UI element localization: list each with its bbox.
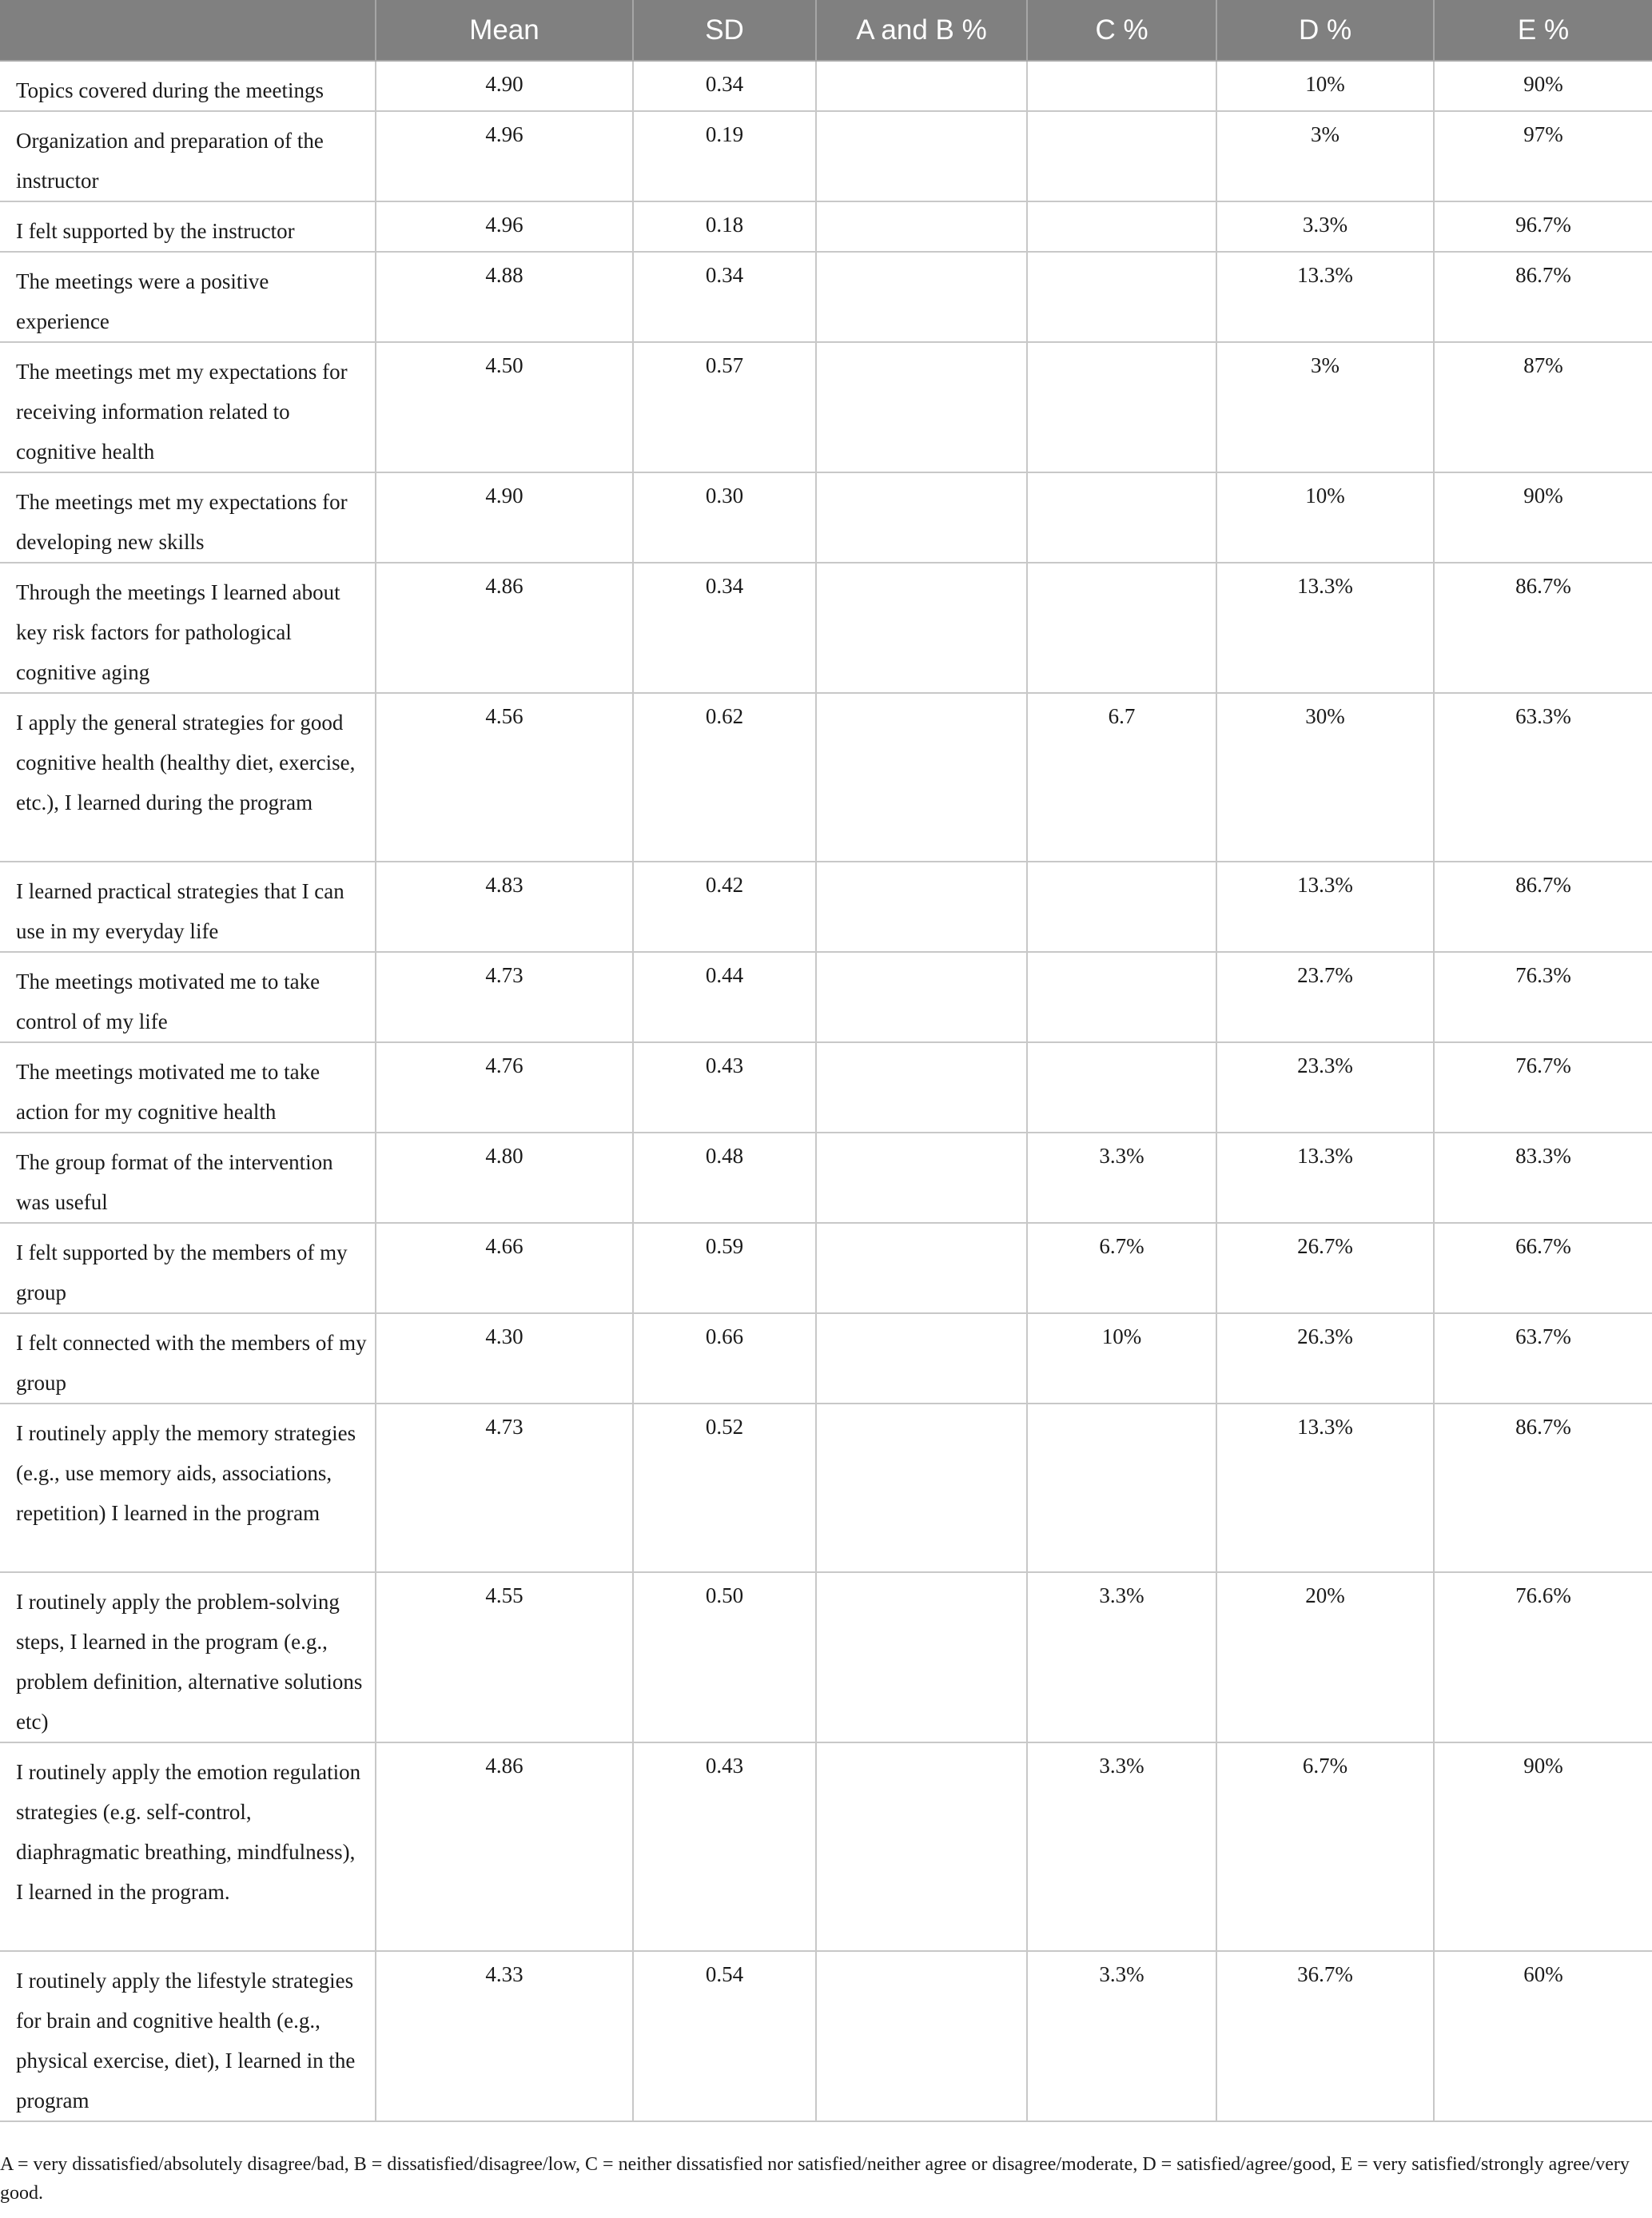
c-value: 10% bbox=[1027, 1313, 1216, 1404]
d-value: 13.3% bbox=[1216, 252, 1434, 342]
a-and-b-value bbox=[816, 1404, 1027, 1572]
e-value: 90% bbox=[1434, 472, 1652, 563]
c-value bbox=[1027, 342, 1216, 472]
table-row bbox=[0, 111, 1652, 201]
d-value: 20% bbox=[1216, 1572, 1434, 1742]
header-a-and-b: A and B % bbox=[816, 0, 1027, 61]
sd-value: 0.34 bbox=[633, 252, 816, 342]
item-label: I routinely apply the emotion regulation strategies (e.g. self-control, diaphragmatic breathing, mindfulness), I learned in the program. bbox=[0, 1742, 376, 1951]
c-value: 3.3% bbox=[1027, 1572, 1216, 1742]
mean-value: 4.73 bbox=[376, 952, 633, 1042]
item-label: Topics covered during the meetings bbox=[0, 61, 376, 111]
c-value: 3.3% bbox=[1027, 1133, 1216, 1223]
sd-value: 0.34 bbox=[633, 563, 816, 693]
d-value: 6.7% bbox=[1216, 1742, 1434, 1951]
mean-value: 4.66 bbox=[376, 1223, 633, 1313]
item-label: I learned practical strategies that I can use in my everyday life bbox=[0, 862, 376, 952]
item-label: I routinely apply the lifestyle strategies for brain and cognitive health (e.g., physical exercise, diet), I learned in the program bbox=[0, 1951, 376, 2121]
mean-value: 4.86 bbox=[376, 1742, 633, 1951]
d-value: 30% bbox=[1216, 693, 1434, 862]
sd-value: 0.66 bbox=[633, 1313, 816, 1404]
c-value: 3.3% bbox=[1027, 1742, 1216, 1951]
mean-value: 4.90 bbox=[376, 61, 633, 111]
table-row bbox=[0, 1951, 1652, 2121]
c-value bbox=[1027, 1404, 1216, 1572]
item-label: The meetings motivated me to take action for my cognitive health bbox=[0, 1042, 376, 1133]
e-value: 76.3% bbox=[1434, 952, 1652, 1042]
e-value: 63.3% bbox=[1434, 693, 1652, 862]
header-row bbox=[0, 0, 1652, 61]
header-mean: Mean bbox=[376, 0, 633, 61]
a-and-b-value bbox=[816, 1133, 1027, 1223]
a-and-b-value bbox=[816, 1223, 1027, 1313]
mean-value: 4.86 bbox=[376, 563, 633, 693]
table-row bbox=[0, 862, 1652, 952]
item-label: I felt supported by the instructor bbox=[0, 201, 376, 252]
sd-value: 0.57 bbox=[633, 342, 816, 472]
d-value: 3.3% bbox=[1216, 201, 1434, 252]
c-value bbox=[1027, 201, 1216, 252]
d-value: 13.3% bbox=[1216, 862, 1434, 952]
e-value: 83.3% bbox=[1434, 1133, 1652, 1223]
e-value: 86.7% bbox=[1434, 862, 1652, 952]
table-row bbox=[0, 1572, 1652, 1742]
item-label: I routinely apply the memory strategies (e.g., use memory aids, associations, repetition) I learned in the program bbox=[0, 1404, 376, 1572]
item-label: The meetings were a positive experience bbox=[0, 252, 376, 342]
mean-value: 4.76 bbox=[376, 1042, 633, 1133]
table-row bbox=[0, 1223, 1652, 1313]
sd-value: 0.30 bbox=[633, 472, 816, 563]
sd-value: 0.18 bbox=[633, 201, 816, 252]
e-value: 90% bbox=[1434, 1742, 1652, 1951]
header-c: C % bbox=[1027, 0, 1216, 61]
mean-value: 4.73 bbox=[376, 1404, 633, 1572]
c-value bbox=[1027, 252, 1216, 342]
table-row bbox=[0, 342, 1652, 472]
d-value: 36.7% bbox=[1216, 1951, 1434, 2121]
a-and-b-value bbox=[816, 201, 1027, 252]
d-value: 13.3% bbox=[1216, 563, 1434, 693]
item-label: The group format of the intervention was useful bbox=[0, 1133, 376, 1223]
a-and-b-value bbox=[816, 342, 1027, 472]
a-and-b-value bbox=[816, 1313, 1027, 1404]
mean-value: 4.30 bbox=[376, 1313, 633, 1404]
table-row bbox=[0, 1742, 1652, 1951]
mean-value: 4.56 bbox=[376, 693, 633, 862]
mean-value: 4.80 bbox=[376, 1133, 633, 1223]
item-label: I felt connected with the members of my group bbox=[0, 1313, 376, 1404]
e-value: 96.7% bbox=[1434, 201, 1652, 252]
table-row bbox=[0, 201, 1652, 252]
table-row bbox=[0, 563, 1652, 693]
a-and-b-value bbox=[816, 563, 1027, 693]
d-value: 23.3% bbox=[1216, 1042, 1434, 1133]
a-and-b-value bbox=[816, 1951, 1027, 2121]
d-value: 10% bbox=[1216, 472, 1434, 563]
c-value bbox=[1027, 563, 1216, 693]
sd-value: 0.59 bbox=[633, 1223, 816, 1313]
c-value bbox=[1027, 472, 1216, 563]
a-and-b-value bbox=[816, 862, 1027, 952]
mean-value: 4.83 bbox=[376, 862, 633, 952]
table-row bbox=[0, 1404, 1652, 1572]
c-value: 6.7% bbox=[1027, 1223, 1216, 1313]
sd-value: 0.50 bbox=[633, 1572, 816, 1742]
a-and-b-value bbox=[816, 472, 1027, 563]
header-sd: SD bbox=[633, 0, 816, 61]
sd-value: 0.34 bbox=[633, 61, 816, 111]
a-and-b-value bbox=[816, 1572, 1027, 1742]
item-label: The meetings met my expectations for developing new skills bbox=[0, 472, 376, 563]
mean-value: 4.96 bbox=[376, 201, 633, 252]
header-d: D % bbox=[1216, 0, 1434, 61]
mean-value: 4.33 bbox=[376, 1951, 633, 2121]
e-value: 97% bbox=[1434, 111, 1652, 201]
sd-value: 0.19 bbox=[633, 111, 816, 201]
item-label: I apply the general strategies for good cognitive health (healthy diet, exercise, etc.), I learned during the program bbox=[0, 693, 376, 862]
a-and-b-value bbox=[816, 111, 1027, 201]
c-value bbox=[1027, 1042, 1216, 1133]
d-value: 3% bbox=[1216, 342, 1434, 472]
item-label: Through the meetings I learned about key risk factors for pathological cognitive aging bbox=[0, 563, 376, 693]
table-row bbox=[0, 952, 1652, 1042]
d-value: 10% bbox=[1216, 61, 1434, 111]
c-value: 3.3% bbox=[1027, 1951, 1216, 2121]
c-value bbox=[1027, 111, 1216, 201]
item-label: The meetings motivated me to take control of my life bbox=[0, 952, 376, 1042]
e-value: 60% bbox=[1434, 1951, 1652, 2121]
sd-value: 0.42 bbox=[633, 862, 816, 952]
sd-value: 0.52 bbox=[633, 1404, 816, 1572]
mean-value: 4.50 bbox=[376, 342, 633, 472]
table-row bbox=[0, 472, 1652, 563]
table-row bbox=[0, 1313, 1652, 1404]
table-row bbox=[0, 252, 1652, 342]
mean-value: 4.55 bbox=[376, 1572, 633, 1742]
e-value: 76.6% bbox=[1434, 1572, 1652, 1742]
a-and-b-value bbox=[816, 61, 1027, 111]
e-value: 87% bbox=[1434, 342, 1652, 472]
sd-value: 0.43 bbox=[633, 1042, 816, 1133]
header-e: E % bbox=[1434, 0, 1652, 61]
a-and-b-value bbox=[816, 1742, 1027, 1951]
table-header bbox=[0, 0, 1652, 61]
d-value: 26.3% bbox=[1216, 1313, 1434, 1404]
item-label: The meetings met my expectations for receiving information related to cognitive health bbox=[0, 342, 376, 472]
e-value: 76.7% bbox=[1434, 1042, 1652, 1133]
table-body bbox=[0, 61, 1652, 2121]
c-value bbox=[1027, 61, 1216, 111]
d-value: 3% bbox=[1216, 111, 1434, 201]
item-label: I felt supported by the members of my group bbox=[0, 1223, 376, 1313]
mean-value: 4.88 bbox=[376, 252, 633, 342]
e-value: 63.7% bbox=[1434, 1313, 1652, 1404]
e-value: 86.7% bbox=[1434, 1404, 1652, 1572]
table-row bbox=[0, 61, 1652, 111]
header-item bbox=[0, 0, 376, 61]
mean-value: 4.96 bbox=[376, 111, 633, 201]
sd-value: 0.48 bbox=[633, 1133, 816, 1223]
a-and-b-value bbox=[816, 952, 1027, 1042]
e-value: 90% bbox=[1434, 61, 1652, 111]
item-label: Organization and preparation of the instructor bbox=[0, 111, 376, 201]
e-value: 66.7% bbox=[1434, 1223, 1652, 1313]
sd-value: 0.62 bbox=[633, 693, 816, 862]
a-and-b-value bbox=[816, 693, 1027, 862]
d-value: 26.7% bbox=[1216, 1223, 1434, 1313]
sd-value: 0.44 bbox=[633, 952, 816, 1042]
e-value: 86.7% bbox=[1434, 563, 1652, 693]
d-value: 23.7% bbox=[1216, 952, 1434, 1042]
mean-value: 4.90 bbox=[376, 472, 633, 563]
e-value: 86.7% bbox=[1434, 252, 1652, 342]
c-value: 6.7 bbox=[1027, 693, 1216, 862]
c-value bbox=[1027, 862, 1216, 952]
d-value: 13.3% bbox=[1216, 1404, 1434, 1572]
a-and-b-value bbox=[816, 252, 1027, 342]
sd-value: 0.54 bbox=[633, 1951, 816, 2121]
d-value: 13.3% bbox=[1216, 1133, 1434, 1223]
table-row bbox=[0, 693, 1652, 862]
table-row bbox=[0, 1133, 1652, 1223]
sd-value: 0.43 bbox=[633, 1742, 816, 1951]
item-label: I routinely apply the problem-solving steps, I learned in the program (e.g., problem definition, alternative solutions etc) bbox=[0, 1572, 376, 1742]
table-footnote: A = very dissatisfied/absolutely disagree/bad, B = dissatisfied/disagree/low, C = neither dissatisfied nor satisfied/neither agree or disagree/moderate, D = satisfied/agree/good, E = very satisfied/strongly agree/very good. bbox=[0, 2154, 1630, 2204]
table-row bbox=[0, 1042, 1652, 1133]
c-value bbox=[1027, 952, 1216, 1042]
a-and-b-value bbox=[816, 1042, 1027, 1133]
